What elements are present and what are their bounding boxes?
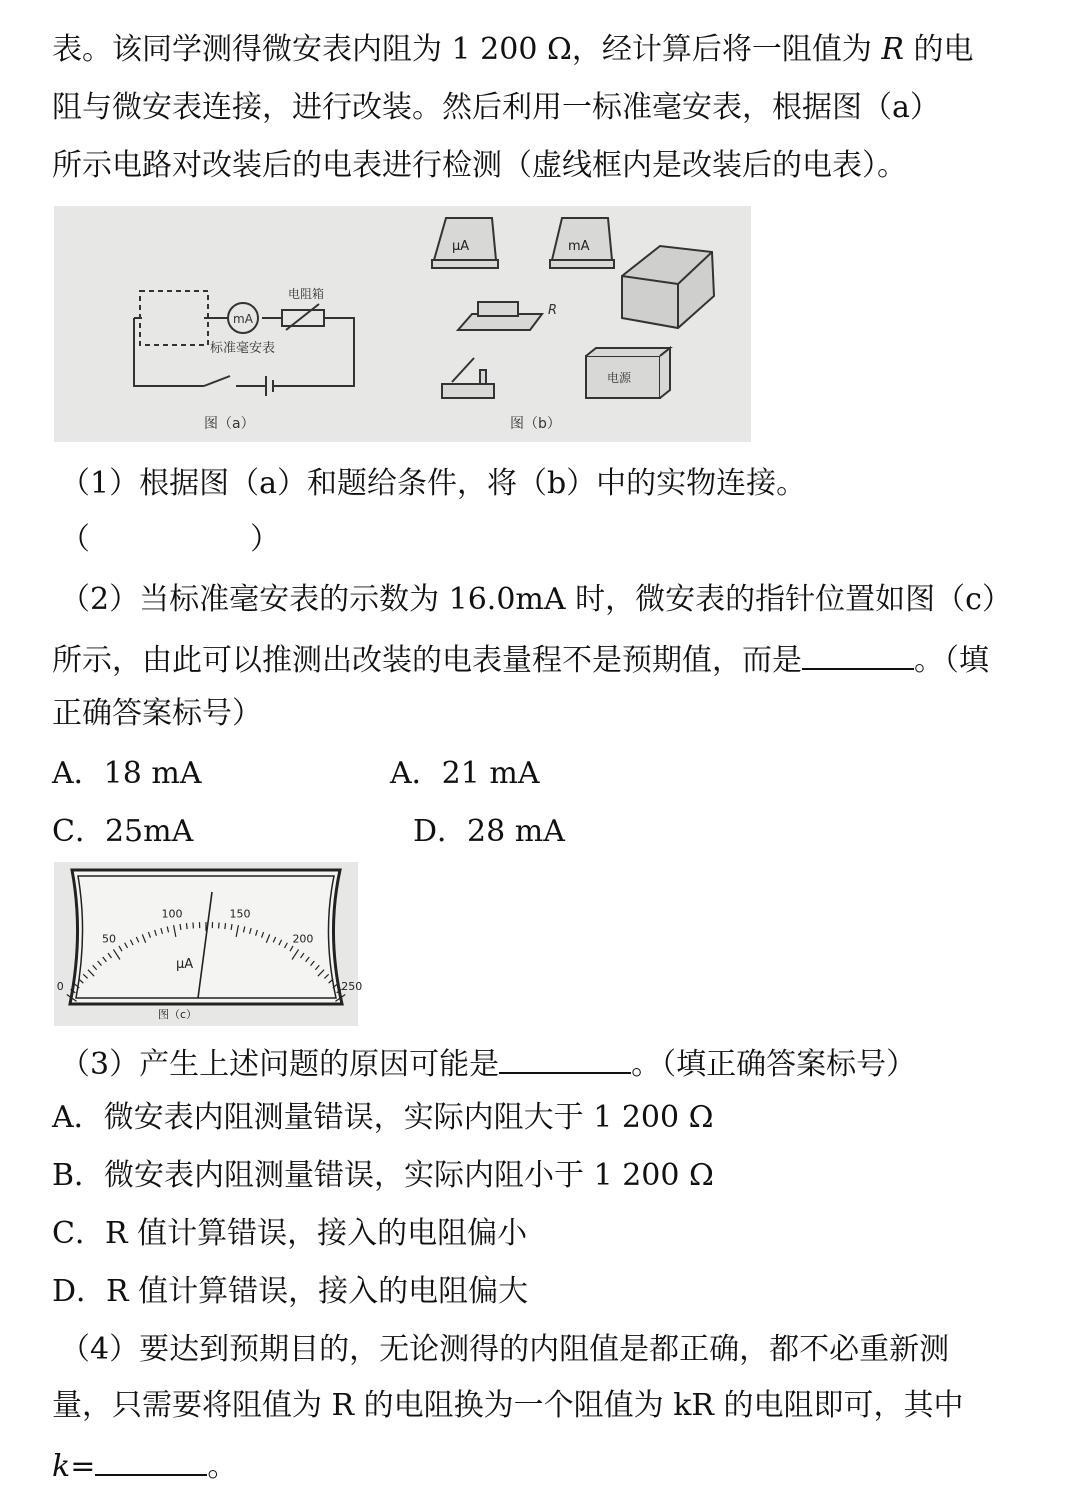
q4-line-3: k= 。 <box>52 1444 237 1487</box>
scale-label: 250 <box>341 979 363 993</box>
q2-answer-blank[interactable] <box>802 638 914 670</box>
intro-line-2: 阻与微安表连接，进行改装。然后利用一标准毫安表，根据图（a） <box>52 90 940 125</box>
figure-ab <box>54 206 751 442</box>
q3-option-c: C．R 值计算错误，接入的电阻偏小 <box>52 1216 528 1251</box>
scale-label: 150 <box>229 907 251 921</box>
meter-unit: μA <box>176 957 194 972</box>
q3-text: （3）产生上述问题的原因可能是 。（填正确答案标号） <box>60 1042 916 1085</box>
scale-label: 100 <box>161 907 183 921</box>
q2-option-2: A．21 mA <box>390 756 540 791</box>
q4-answer-blank[interactable] <box>95 1444 207 1476</box>
q4-line-1: （4）要达到预期目的，无论测得的内阻值是都正确，都不必重新测 <box>60 1332 950 1367</box>
intro-line-3: 所示电路对改装后的电表进行检测（虚线框内是改装后的电表）。 <box>52 148 907 183</box>
caption-b: 图（b） <box>510 416 561 432</box>
q2-line-3: 正确答案标号） <box>52 696 262 731</box>
q3-option-d: D．R 值计算错误，接入的电阻偏大 <box>52 1274 529 1309</box>
q2-option-3: C．25mA <box>52 814 194 849</box>
caption-c: 图（c） <box>158 1008 198 1021</box>
switch-object <box>442 358 494 398</box>
resistor-box-label: 电阻箱 <box>288 287 325 301</box>
q2-option-4: D．28 mA <box>413 814 565 849</box>
standard-meter-label: 标准毫安表 <box>210 341 276 356</box>
q2-line-1: （2）当标准毫安表的示数为 16.0mA 时，微安表的指针位置如图（c） <box>60 582 1012 617</box>
figure-c <box>54 862 363 1026</box>
q3-option-b: B．微安表内阻测量错误，实际内阻小于 1 200 Ω <box>52 1158 714 1193</box>
q1-text: （1）根据图（a）和题给条件，将（b）中的实物连接。 <box>60 466 807 501</box>
circuit-ma-label: mA <box>233 312 253 326</box>
q3-option-a: A．微安表内阻测量错误，实际内阻大于 1 200 Ω <box>52 1100 714 1135</box>
power-supply-label: 电源 <box>607 371 632 385</box>
scale-label: 50 <box>102 932 117 946</box>
q2-line-2: 所示，由此可以推测出改装的电表量程不是预期值，而是 。（填 <box>52 638 989 681</box>
scale-tick <box>186 923 187 929</box>
q2-option-1: A．18 mA <box>52 756 202 791</box>
caption-a: 图（a） <box>204 416 255 432</box>
resistor-r-label: R <box>548 303 558 318</box>
scale-tick <box>225 923 226 929</box>
resistor-object <box>458 302 542 330</box>
intro-line-1: 表。该同学测得微安表内阻为 1 200 Ω，经计算后将一阻值为 R 的电 <box>52 32 974 67</box>
scale-label: 200 <box>292 932 314 946</box>
q3-answer-blank[interactable] <box>499 1042 631 1074</box>
q1-answer-brackets: （ ） <box>60 522 280 557</box>
microammeter-label: μA <box>452 239 470 254</box>
resistor-box-object <box>622 246 714 328</box>
q4-line-2: 量，只需要将阻值为 R 的电阻换为一个阻值为 kR 的电阻即可，其中 <box>52 1388 964 1423</box>
scale-label: 0 <box>56 979 64 993</box>
milliammeter-label: mA <box>568 239 590 254</box>
